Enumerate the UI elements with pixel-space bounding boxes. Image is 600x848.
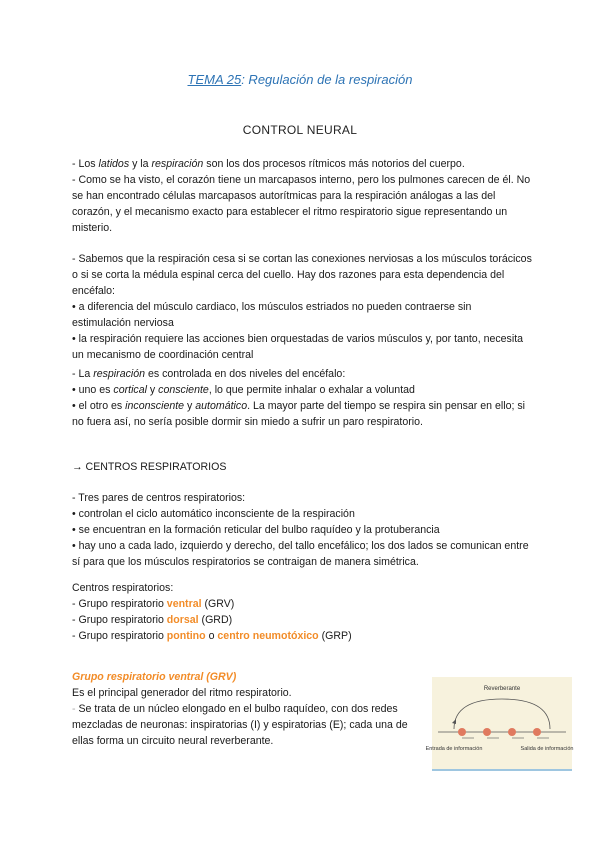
dependency-lead: - Sabemos que la respiración cesa si se cortan las conexiones nerviosas a los músculos torácicos o si se corta la médula espinal cerca del cuello. Hay dos razones para esta dependencia del encéfalo:	[72, 253, 532, 297]
dependency-block	[72, 251, 532, 363]
diagram-label-entrada: Entrada de información	[425, 746, 483, 752]
group-pontino: - Grupo respiratorio pontino o centro neumotóxico (GRP)	[72, 630, 352, 642]
dependency-bullet-1: • a diferencia del músculo cardiaco, los músculos estriados no pueden contraerse sin estimulación nerviosa	[72, 301, 472, 329]
groups-list	[72, 580, 532, 644]
neuron-node-1	[458, 728, 466, 736]
neuron-node-3	[508, 728, 516, 736]
centros-lead: - Tres pares de centros respiratorios:	[72, 492, 246, 504]
reverberant-circuit-diagram	[425, 677, 574, 771]
intro-paragraph-2: - Como se ha visto, el corazón tiene un marcapasos interno, pero los pulmones carecen de él. No se han encontrado células marcapasos autorítmicas para la respiración análogas a las del corazón, y el mecanismo exacto para establecer el ritmo respiratorio sigue representando un misterio.	[72, 174, 531, 234]
group-dorsal: - Grupo respiratorio dorsal (GRD)	[72, 614, 233, 626]
levels-bullet-1: • uno es cortical y consciente, lo que permite inhalar o exhalar a voluntad	[72, 384, 415, 396]
diagram-label-reverberante: Reverberante	[483, 686, 521, 692]
neuron-node-4	[533, 728, 541, 736]
centros-heading: → CENTROS RESPIRATORIOS	[72, 461, 227, 473]
intro-block	[72, 156, 532, 236]
section-title-control-neural: CONTROL NEURAL	[242, 123, 358, 137]
grv-paragraph-1: Es el principal generador del ritmo respiratorio.	[72, 687, 292, 699]
document-title	[0, 72, 600, 88]
centros-block	[72, 490, 532, 570]
tema-link[interactable]: TEMA 25	[187, 72, 242, 87]
grv-block	[72, 669, 427, 749]
grv-paragraph-2: - Se trata de un núcleo elongado en el bulbo raquídeo, con dos redes mezcladas de neuronas: inspiratorias (I) y espiratorias (E); cada una de ellas forma un circuito neural reverberante.	[72, 703, 408, 747]
centros-bullet-1: • controlan el ciclo automático inconsciente de la respiración	[72, 508, 355, 520]
centros-bullet-3: • hay uno a cada lado, izquierdo y derecho, del tallo encefálico; los dos lados se comunican entre sí para que los músculos respiratorios se contraigan de manera simétrica.	[72, 540, 529, 568]
group-ventral: - Grupo respiratorio ventral (GRV)	[72, 598, 235, 610]
levels-lead: - La respiración es controlada en dos niveles del encéfalo:	[72, 368, 346, 380]
intro-paragraph-1: - Los latidos y la respiración son los dos procesos rítmicos más notorios del cuerpo.	[72, 158, 465, 170]
neuron-node-2	[483, 728, 491, 736]
title-text: : Regulación de la respiración	[241, 72, 413, 87]
levels-block	[72, 366, 532, 430]
grv-title: Grupo respiratorio ventral (GRV)	[72, 671, 237, 683]
dependency-bullet-2: • la respiración requiere las acciones bien orquestadas de varios músculos y, por tanto, necesita un mecanismo de coordinación central	[72, 333, 524, 361]
levels-bullet-2: • el otro es inconsciente y automático. La mayor parte del tiempo se respira sin pensar en ello; si no fuera así, no sería posible dormir sin miedo a sufrir un paro respiratorio.	[72, 400, 526, 428]
groups-label: Centros respiratorios:	[72, 582, 174, 594]
diagram-label-salida: Salida de información	[520, 746, 574, 752]
centros-bullet-2: • se encuentran en la formación reticular del bulbo raquídeo y la protuberancia	[72, 524, 440, 536]
